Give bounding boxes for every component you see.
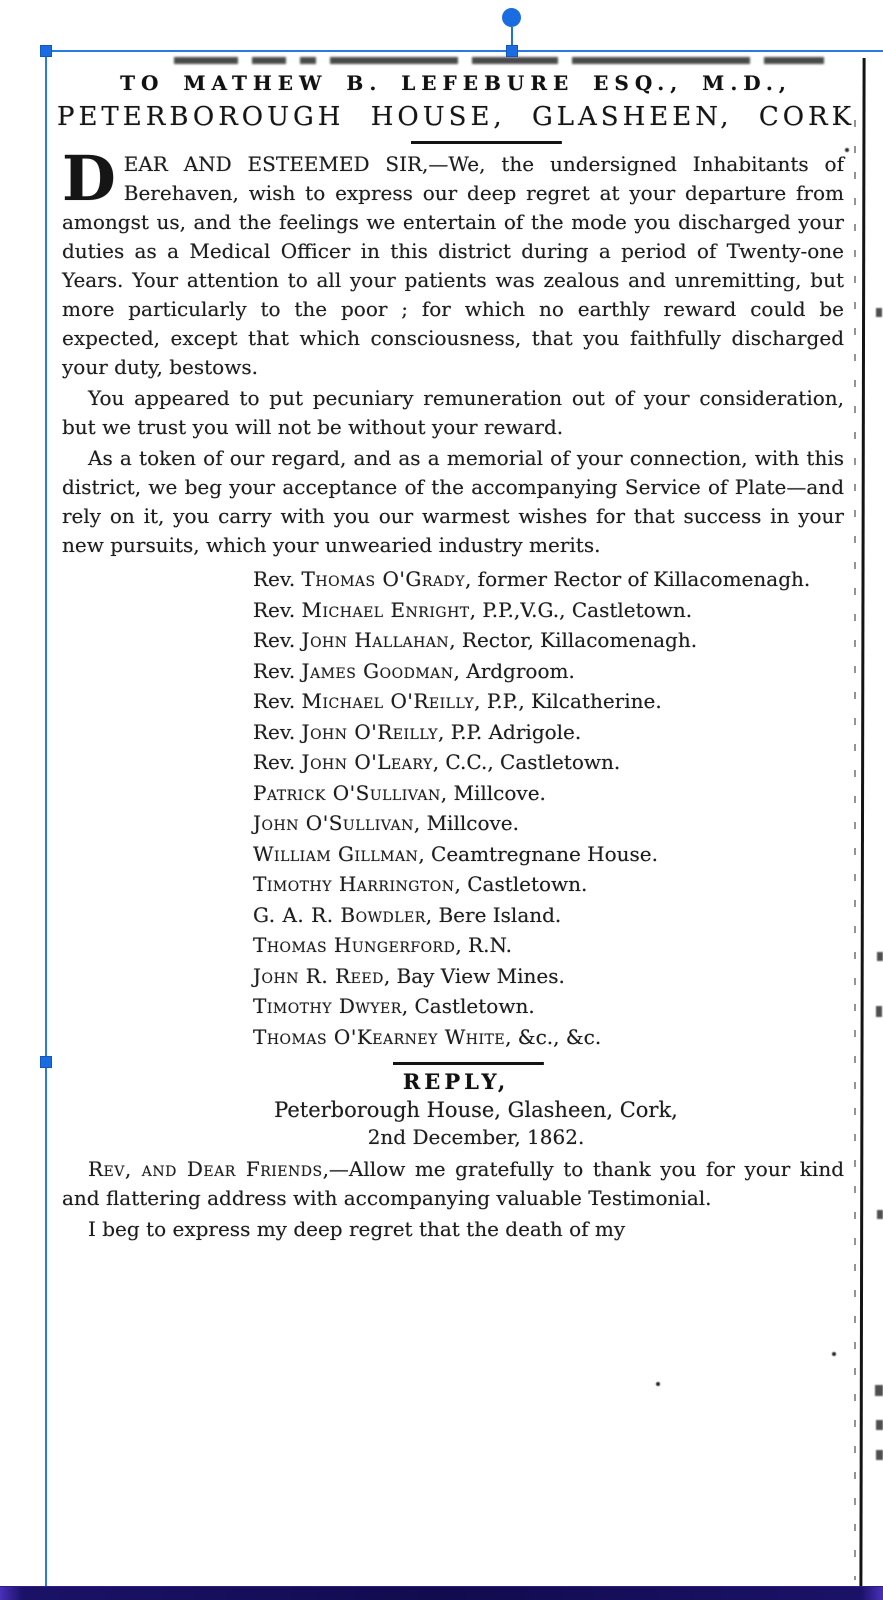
reply-address: Peterborough House, Glasheen, Cork,	[274, 1098, 678, 1122]
signer-name: James Goodman	[301, 658, 454, 683]
reply-divider-rule	[393, 1062, 543, 1065]
next-column-fragment	[875, 1385, 883, 1396]
signature-item	[56, 808, 842, 839]
ink-dot	[845, 148, 849, 152]
selection-handle-top-center[interactable]	[506, 45, 518, 57]
letter-paragraph-1	[62, 142, 844, 382]
letter-paragraph-3: As a token of our regard, and as a memorial of your connection, with this district, we beg your acceptance of the accompanying Service of Plate—and rely on it, you carry with you our warmest wishes for that success in your new pursuits, which your unwearied industry merits.	[62, 446, 844, 557]
rotate-handle-stem	[511, 27, 513, 47]
ink-dot	[656, 1382, 660, 1386]
signer-name: Timothy Harrington	[253, 872, 455, 896]
signer-suffix: , Millcove.	[440, 780, 546, 805]
signer-suffix: , P.P., Kilcatherine.	[474, 689, 662, 713]
reply-heading: REPLY,	[402, 1069, 510, 1094]
signer-name: William Gillman	[253, 841, 419, 866]
signer-prefix: Rev.	[253, 628, 302, 652]
signer-suffix: , Ardgroom.	[453, 658, 575, 683]
selection-border-left	[45, 56, 47, 1600]
signature-item	[56, 900, 842, 931]
signature-item	[56, 747, 842, 778]
next-column-fragment	[877, 952, 883, 961]
signature-item	[56, 595, 842, 626]
signer-prefix: Rev.	[253, 567, 302, 591]
signer-suffix: , Ceamtregnane House.	[418, 841, 658, 866]
selection-handle-top-left[interactable]	[40, 45, 52, 57]
newspaper-clipping[interactable]	[56, 54, 856, 1246]
signer-prefix: Rev.	[253, 689, 302, 713]
ink-dot	[832, 1352, 836, 1356]
signer-name: John O'Reilly	[301, 719, 439, 744]
signature-item	[56, 656, 842, 687]
signer-suffix: , &c., &c.	[505, 1024, 602, 1049]
rotate-handle-icon[interactable]	[502, 8, 521, 27]
signature-item	[56, 1022, 842, 1053]
column-rule-dashes	[854, 120, 856, 1580]
signature-item	[56, 625, 842, 656]
next-column-fragment	[876, 1450, 883, 1460]
reply-body-text: ,—Allow me gratefully to thank you for your kind and flattering address with accompanying valuable Testimonial.	[62, 1157, 845, 1210]
headline-line2: PETERBOROUGH HOUSE, GLASHEEN, CORK	[56, 102, 856, 132]
next-column-fragment	[877, 1210, 883, 1219]
signature-item	[56, 778, 842, 809]
signature-item	[56, 991, 842, 1022]
signer-name: G. A. R. Bowdler	[253, 902, 426, 927]
signer-prefix: Rev.	[253, 597, 302, 622]
reply-date: 2nd December, 1862.	[367, 1125, 585, 1149]
signature-list	[56, 564, 856, 1052]
signature-item	[56, 839, 842, 870]
signer-prefix: Rev.	[253, 750, 302, 774]
signer-name: John O'Leary	[301, 750, 433, 774]
selection-handle-middle-left[interactable]	[40, 1056, 52, 1068]
letter-paragraph-1-text: EAR AND ESTEEMED SIR,—We, the undersigned Inhabitants of Berehaven, wish to express our deep regret at your departure from amongst us, and the feelings we entertain of the mode you discharged your duties as a Medical Officer in this district during a period of Twenty-one Years. Your attention to all your patients was zealous and unremitting, but more particularly to the poor ; for which no earthly reward could be expected, except that which consciousness, that you faithfully discharged your duty, bestows.	[62, 152, 844, 379]
dropcap-letter: D	[62, 142, 116, 215]
signer-name: Patrick O'Sullivan	[253, 780, 441, 805]
signer-suffix: , Castletown.	[454, 872, 588, 896]
next-column-fragment	[876, 308, 882, 317]
letter-paragraph-2: You appeared to put pecuniary remuneration out of your consideration, but we trust you will not be without your reward.	[62, 386, 844, 439]
signer-suffix: , C.C., Castletown.	[432, 750, 621, 774]
reply-salutation: Rev, and Dear Friends	[88, 1157, 323, 1181]
divider-rule	[411, 141, 561, 144]
signer-suffix: , Rector, Killacomenagh.	[449, 628, 698, 652]
signature-item	[56, 961, 842, 992]
selection-border-top	[52, 50, 883, 52]
letter-body	[62, 142, 844, 560]
signer-name: John O'Sullivan	[253, 811, 414, 835]
reply-closing-line: I beg to express my deep regret that the death of my	[88, 1217, 626, 1241]
reply-paragraph	[62, 1155, 844, 1213]
signer-suffix: , R.N.	[455, 933, 513, 957]
signature-item	[56, 564, 842, 595]
next-column-fragment	[876, 1006, 882, 1017]
signer-suffix: , Castletown.	[401, 994, 535, 1018]
signature-item	[56, 717, 842, 748]
next-column-fragment	[876, 1420, 883, 1430]
signer-name: Thomas Hungerford	[253, 933, 456, 957]
signer-name: John R. Reed	[253, 963, 384, 988]
signer-name: Michael O'Reilly	[301, 689, 475, 713]
signer-name: Thomas O'Kearney White	[253, 1024, 506, 1049]
headline-line1: TO MATHEW B. LEFEBURE ESQ., M.D.,	[120, 71, 792, 95]
signer-name: Timothy Dwyer	[253, 994, 402, 1018]
signature-item	[56, 686, 842, 717]
signer-suffix: , Millcove.	[413, 811, 519, 835]
signer-suffix: , Bay View Mines.	[383, 963, 565, 988]
signer-suffix: , P.P. Adrigole.	[438, 719, 582, 744]
signer-name: Michael Enright	[301, 597, 470, 622]
signer-name: Thomas O'Grady	[301, 567, 465, 591]
taskbar[interactable]	[0, 1586, 883, 1600]
signer-name: John Hallahan	[301, 628, 450, 652]
signature-item	[56, 869, 842, 900]
signer-prefix: Rev.	[253, 719, 302, 744]
signature-item	[56, 930, 842, 961]
signer-suffix: , Bere Island.	[425, 902, 562, 927]
signer-suffix: , P.P.,V.G., Castletown.	[469, 597, 693, 622]
signer-prefix: Rev.	[253, 658, 302, 683]
signer-suffix: , former Rector of Killacomenagh.	[464, 567, 811, 591]
column-rule	[859, 58, 865, 1586]
